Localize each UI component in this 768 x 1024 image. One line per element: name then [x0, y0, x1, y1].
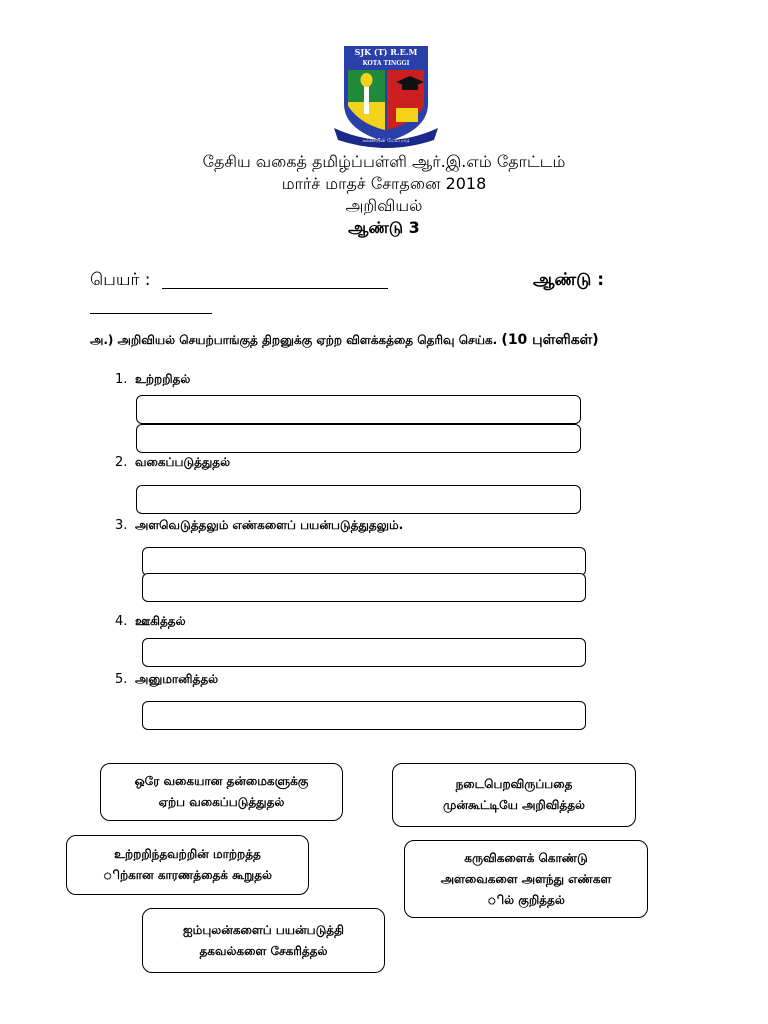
name-field[interactable]	[162, 288, 388, 289]
option-card-2[interactable]	[392, 763, 636, 827]
name-label: பெயர் :	[90, 270, 151, 290]
exam-title: மார்ச் மாதச் சோதனை 2018	[281, 174, 487, 193]
option-line: உற்றறிந்தவற்றின் மாற்றத்த	[114, 847, 261, 861]
question-3	[115, 518, 403, 534]
school-crest-icon	[330, 44, 442, 148]
option-line: நடைபெறவிருப்பதை	[455, 777, 573, 791]
year-title: ஆண்டு 3	[348, 218, 420, 237]
question-number: 2.	[115, 455, 128, 470]
option-line: தகவல்களை சேகரித்தல்	[199, 943, 328, 958]
answer-box-4[interactable]	[142, 638, 586, 667]
option-card-4[interactable]	[404, 840, 648, 918]
option-line: ஒரே வகையான தன்மைகளுக்கு	[134, 774, 309, 788]
logo-school-code: SJK (T) R.E.M	[354, 47, 418, 57]
question-label: உற்றறிதல்	[135, 372, 191, 386]
option-line: ிற்கான காரணத்தைக் கூறுதல்	[103, 868, 272, 882]
answer-box-1b[interactable]	[136, 424, 581, 453]
instruction-marks: (10 புள்ளிகள்)	[501, 332, 599, 348]
option-line: அளவைகளை அளந்து எண்கள	[440, 871, 612, 886]
question-1	[115, 372, 190, 388]
answer-box-1a[interactable]	[136, 395, 581, 424]
instruction	[90, 332, 599, 350]
option-card-5[interactable]	[142, 908, 385, 973]
torch-flame-icon	[361, 73, 373, 87]
school-logo	[330, 44, 442, 148]
answer-box-2[interactable]	[136, 485, 581, 514]
question-label: அளவெடுத்தலும் எண்களைப் பயன்படுத்துதலும்.	[135, 518, 404, 532]
question-5	[115, 672, 218, 688]
answer-box-5[interactable]	[142, 701, 586, 730]
school-name: தேசிய வகைத் தமிழ்ப்பள்ளி ஆர்.இ.எம் தோட்டம்	[202, 152, 566, 171]
option-line: ில் குறித்தல்	[487, 892, 565, 907]
logo-motto: கல்வியின் மேம்பாடு	[362, 138, 410, 144]
option-card-3[interactable]	[66, 835, 309, 895]
question-label: அனுமானித்தல்	[135, 672, 219, 686]
option-line: கருவிகளைக் கொண்டு	[464, 850, 588, 865]
answer-box-3a[interactable]	[142, 547, 586, 576]
logo-location: KOTA TINGGI	[362, 60, 410, 67]
subject-title: அறிவியல்	[345, 196, 423, 215]
option-line: ஏற்ப வகைப்படுத்துதல்	[158, 795, 285, 809]
year-label: ஆண்டு :	[533, 270, 605, 290]
option-card-1[interactable]	[100, 763, 343, 821]
instruction-text: அ.) அறிவியல் செயற்பாங்குத் திறனுக்கு ஏற்ற விளக்கத்தை தெரிவு செய்க.	[90, 333, 498, 347]
option-line: ஐம்புலன்களைப் பயன்படுத்தி	[183, 922, 344, 937]
torch-icon	[364, 84, 369, 114]
question-label: வகைப்படுத்துதல்	[135, 455, 231, 469]
question-number: 4.	[115, 614, 128, 629]
answer-box-3b[interactable]	[142, 573, 586, 602]
book-icon	[396, 108, 418, 122]
question-label: ஊகித்தல்	[135, 614, 186, 628]
question-number: 1.	[115, 372, 128, 387]
question-4	[115, 614, 186, 630]
year-field[interactable]	[90, 313, 212, 314]
question-number: 5.	[115, 672, 128, 687]
question-2	[115, 455, 230, 471]
option-line: முன்கூட்டியே அறிவித்தல்	[443, 798, 585, 812]
question-number: 3.	[115, 518, 128, 533]
